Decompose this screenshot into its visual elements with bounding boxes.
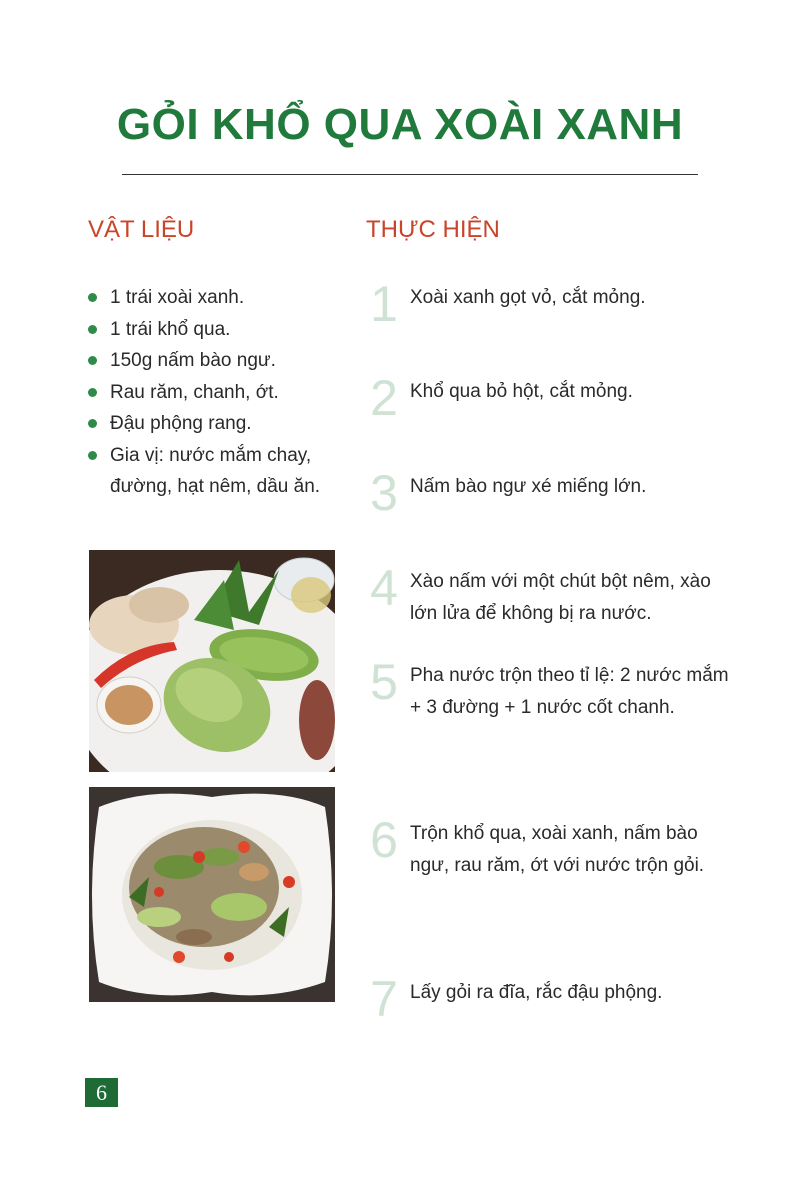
steps-heading: THỰC HIỆN <box>366 216 500 243</box>
step-number: 7 <box>370 971 398 1027</box>
step-text: Khổ qua bỏ hột, cắt mỏng. <box>410 381 633 402</box>
salad-photo <box>89 787 335 1002</box>
bullet-icon <box>88 356 97 365</box>
page-number-badge: 6 <box>85 1078 118 1107</box>
step-number: 3 <box>370 465 398 521</box>
step-text: Trộn khổ qua, xoài xanh, nấm bào ngư, rau răm, ớt với nước trộn gỏi. <box>410 823 705 876</box>
bullet-icon <box>88 293 97 302</box>
bullet-icon <box>88 451 97 460</box>
step-text: Xoài xanh gọt vỏ, cắt mỏng. <box>410 287 646 308</box>
ingredient-item: Rau răm, chanh, ớt. <box>88 377 338 409</box>
ingredient-item: 1 trái xoài xanh. <box>88 282 338 314</box>
step-text: Xào nấm với một chút bột nêm, xào lớn lửa để không bị ra nước. <box>410 571 711 624</box>
bullet-icon <box>88 325 97 334</box>
page-title: GỎI KHỔ QUA XOÀI XANH <box>116 100 684 149</box>
ingredients-photo <box>89 550 335 772</box>
step-number: 2 <box>370 370 398 426</box>
step-number: 5 <box>370 654 398 710</box>
ingredient-item: 150g nấm bào ngư. <box>88 345 338 377</box>
step-text: Nấm bào ngư xé miếng lớn. <box>410 476 647 497</box>
ingredient-item: 1 trái khổ qua. <box>88 314 338 346</box>
step-number: 4 <box>370 560 398 616</box>
ingredient-item: Gia vị: nước mắm chay, đường, hạt nêm, dầu ăn. <box>88 440 338 503</box>
ingredients-heading: VẬT LIỆU <box>88 216 195 243</box>
step-number: 1 <box>370 276 398 332</box>
ingredient-item: Đậu phộng rang. <box>88 408 338 440</box>
title-divider <box>122 174 698 175</box>
bullet-icon <box>88 419 97 428</box>
step-number: 6 <box>370 812 398 868</box>
bullet-icon <box>88 388 97 397</box>
step-text: Pha nước trộn theo tỉ lệ: 2 nước mắm + 3 đường + 1 nước cốt chanh. <box>410 665 729 718</box>
step-text: Lấy gỏi ra đĩa, rắc đậu phộng. <box>410 982 663 1003</box>
ingredients-list <box>88 282 338 503</box>
